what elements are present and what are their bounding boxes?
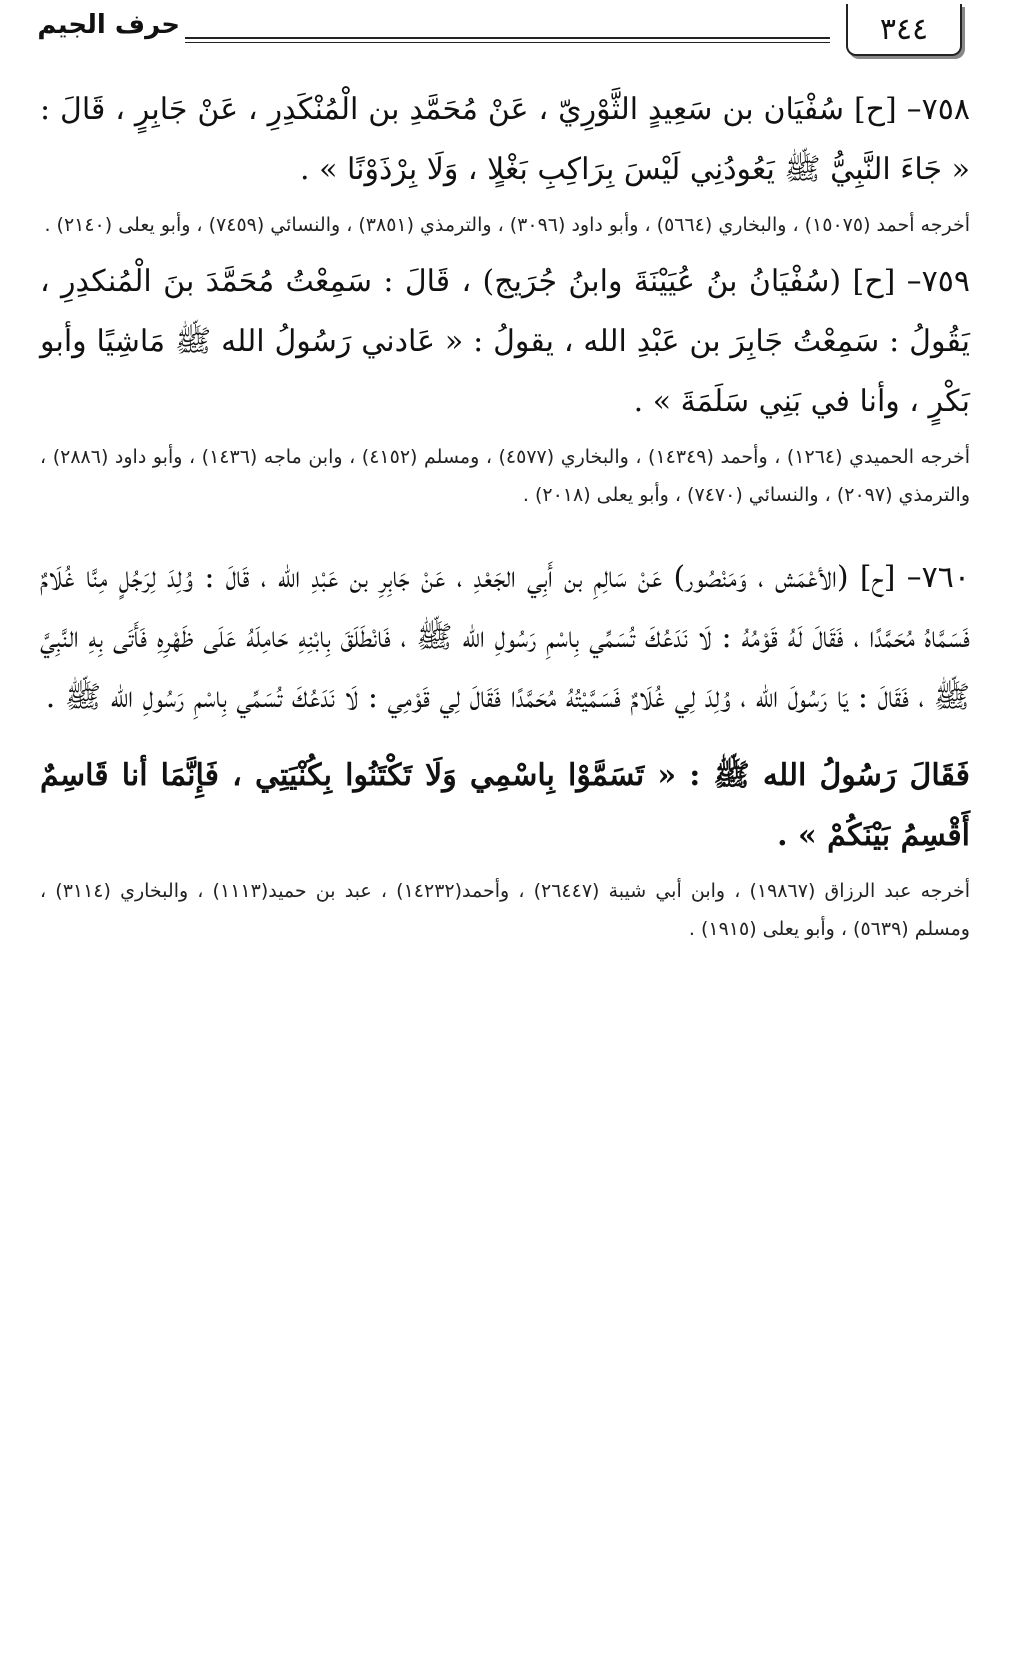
hadith-758 (40, 80, 970, 200)
page-header (0, 0, 1010, 60)
header-rule (185, 37, 830, 39)
hadith-760-ending: فَقَالَ رَسُولُ الله ﷺ : « تَسَمَّوْا بِاسْمِي وَلَا تَكْتَنُوا بِكُنْيَتِي ، فَإِنَّمَا أنا قَاسِمٌ أَقْسِمُ بَيْنَكُمْ » . (40, 758, 970, 853)
page-number: ٣٤٤ (846, 4, 962, 56)
hadith-759 (40, 252, 970, 432)
hadith-number: ٧٥٨– (906, 92, 970, 127)
hadith-text: [ح] سُفْيَان بن سَعِيدٍ الثَّوْرِيّ ، عَنْ مُحَمَّدِ بن الْمُنْكَدِرِ ، عَنْ جَابِرٍ ، قَالَ : « جَاءَ النَّبِيُّ ﷺ يَعُودُنِي لَيْسَ بِرَاكِبِ بَغْلٍا ، وَلَا بِرْذَوْنًا » . (40, 92, 970, 187)
page-body (40, 80, 970, 956)
takhrij-760: أخرجه عبد الرزاق (١٩٨٦٧) ، وابن أبي شيبة (٢٦٤٤٧) ، وأحمد(١٤٢٣٢) ، عبد بن حميد(١١١٣) ، والبخاري (٣١١٤) ، ومسلم (٥٦٣٩) ، وأبو يعلى (١٩١٥) . (40, 880, 971, 940)
chapter-title: حرف الجيم (37, 10, 180, 40)
hadith-number: ٧٦٠– (906, 560, 970, 595)
spacer (40, 522, 970, 548)
hadith-text: [ح] (الأعْمَش ، وَمَنْصُور) عَنْ سَالِمِ بن أَبِي الجَعْدِ ، عَنْ جَابِرِ بن عَبْدِ الله ، قَالَ : وُلِدَ لِرَجُلٍ مِنَّا غُلَامٌ فَسَمَّاهُ مُحَمَّدًا ، فَقَالَ لَهُ قَوْمُهُ : لَا نَدَعُكَ تُسَمِّي بِاسْمِ رَسُولِ الله ﷺ ، فَانْطَلَقَ بِابْنِهِ حَامِلَهُ عَلَى ظَهْرِهِ فَأَتَى بِهِ النَّبِيَّ ﷺ ، فَقَالَ : يَا رَسُولَ الله ، وُلِدَ لِي غُلَامٌ فَسَمَّيْتُهُ مُحَمَّدًا فَقَالَ لِي قَوْمِي : لَا نَدَعُكَ تُسَمِّي بِاسْمِ رَسُولِ الله ﷺ . (40, 560, 970, 715)
takhrij-759: أخرجه الحميدي (١٢٦٤) ، وأحمد (١٤٣٤٩) ، والبخاري (٤٥٧٧) ، ومسلم (٤١٥٢) ، وابن ماجه (١٤٣٦) ، وأبو داود (٢٨٨٦) ، والترمذي (٢٠٩٧) ، والنسائي (٧٤٧٠) ، وأبو يعلى (٢٠١٨) . (40, 446, 970, 506)
hadith-760 (40, 548, 970, 728)
header-rule-thin (185, 42, 830, 43)
hadith-text: [ح] (سُفْيَانُ بنُ عُيَيْنَةَ وابنُ جُرَيج) ، قَالَ : سَمِعْتُ مُحَمَّدَ بنَ الْمُنكدِرِ ، يَقُولُ : سَمِعْتُ جَابِرَ بن عَبْدِ الله ، يقولُ : « عَادني رَسُولُ الله ﷺ مَاشِيًا وأبو بَكْرٍ ، وأنا في بَنِي سَلَمَةَ » . (40, 264, 970, 419)
takhrij-758: أخرجه أحمد (١٥٠٧٥) ، والبخاري (٥٦٦٤) ، وأبو داود (٣٠٩٦) ، والترمذي (٣٨٥١) ، والنسائي (٧٤٥٩) ، وأبو يعلى (٢١٤٠) . (44, 214, 970, 236)
hadith-number: ٧٥٩– (906, 264, 970, 299)
